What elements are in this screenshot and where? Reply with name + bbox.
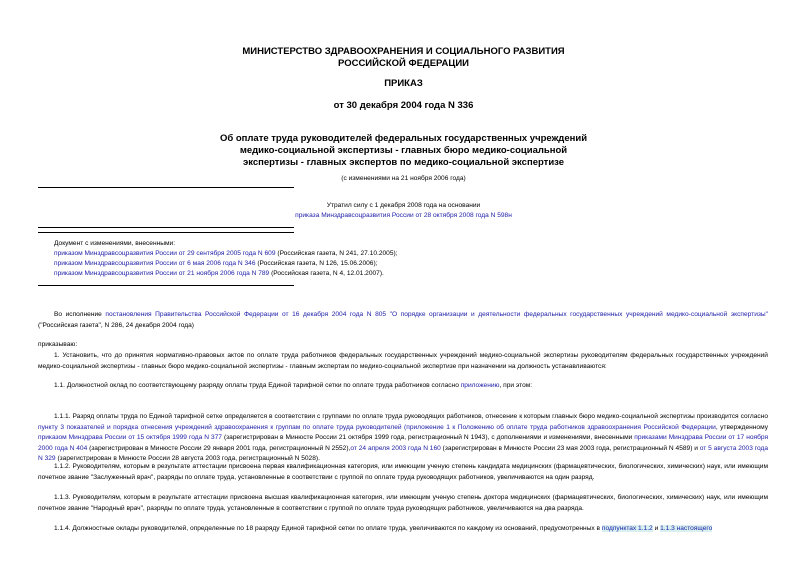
title-line-1: Об оплате труда руководителей федеральных государственных учреждений xyxy=(219,133,588,144)
preamble-paragraph: Во исполнение постановления Правительства Российской Федерации от 16 декабря 2004 года N 805 "О порядке организации и деятельности федеральных государственных учреждений медико-социальной экспертизы" ("Российская газета", N 286, 24 декабря 2004 года) xyxy=(38,311,769,329)
change-link-3[interactable]: приказом Минздравсоцразвития России от 21 ноября 2006 года N 789 xyxy=(54,270,270,277)
orders-link[interactable]: приказами Минздрава России от 17 ноября 2000 года N 404 xyxy=(38,434,769,452)
invalidation-link[interactable]: приказа Минздравсоцразвития России от 28 октября 2008 года N 598н xyxy=(295,212,512,219)
change-link-2[interactable]: приказом Минздравсоцразвития России от 6 мая 2006 года N 346 xyxy=(54,260,256,267)
changes-item xyxy=(54,259,378,270)
change-source-3: (Российская газета, N 4, 12.01.2007). xyxy=(271,270,384,277)
paragraph-1: 1. Установить, что до принятия нормативно-правовых актов по оплате труда работников федеральных государственных учреждений медико-социальной экспертизы руководителям федеральных государственных учреждений медико-социальной экспертизы - главных бюро медико-социальной экспертизы - главным экспертам по медико-социальной экспертизе при назначении на должность устанавливаются: xyxy=(38,352,768,370)
title-line-2: медико-социальной экспертизы - главных бюро медико-социальной xyxy=(239,145,568,156)
change-link-1[interactable]: приказом Минздравсоцразвития России от 29 сентября 2005 года N 609 xyxy=(54,250,276,257)
invalidation-note: Утратил силу с 1 декабря 2008 года на основании xyxy=(326,202,481,209)
change-source-2: (Российская газета, N 126, 15.06.2006); xyxy=(257,260,378,267)
divider xyxy=(38,285,294,286)
changes-heading: Документ с изменениями, внесенными: xyxy=(54,240,176,247)
ministry-heading xyxy=(0,46,807,70)
document-title xyxy=(0,133,807,169)
changes-item xyxy=(54,269,384,280)
document-type: ПРИКАЗ xyxy=(384,78,423,89)
paragraph-1-1-4: 1.1.4. Должностные оклады руководителей, определенные по 18 разряду Единой тарифной сетки по оплате труда, увеличиваются по каждому из оснований, предусмотренных в подпунктах 1.1.2 и 1.1.3 настоящего xyxy=(54,525,713,532)
ministry-line-2: РОССИЙСКОЙ ФЕДЕРАЦИИ xyxy=(337,58,469,69)
paragraph-1-1-3: 1.1.3. Руководителям, которым в результате аттестации присвоена высшая квалификационная категория, или имеющим ученую степень доктора медицинских (фармацевтических, биологических, химических) наук, или имеющим почетное звание "Народный врач", разряды по оплате труда, установленные в соответствии с группой по оплате труда руководящих работников, увеличиваются на два разряда. xyxy=(38,494,768,512)
amendments-note: (с изменениями на 21 ноября 2006 года) xyxy=(341,175,466,182)
ministry-line-1: МИНИСТЕРСТВО ЗДРАВООХРАНЕНИЯ И СОЦИАЛЬНОГО РАЗВИТИЯ xyxy=(242,46,565,57)
paragraph-1-1-2: 1.1.2. Руководителям, которым в результате аттестации присвоена первая квалификационная категория, или имеющим ученую степень кандидата медицинских (фармацевтических, биологических, химических) наук, или имеющим почетное звание "Заслуженный врач", разряды по оплате труда, установленные в соответствии с группой по оплате труда руководящих работников, увеличиваются на один разряд. xyxy=(38,463,768,481)
changes-item xyxy=(54,249,398,260)
date-link-2[interactable]: от 5 августа 2003 года N 329 xyxy=(38,444,768,463)
divider xyxy=(38,187,294,188)
title-line-3: экспертизы - главных экспертов по медико-социальной экспертизе xyxy=(242,157,565,168)
date-link-1[interactable]: от 24 апреля 2003 года N 160 xyxy=(350,444,441,452)
change-source-1: (Российская газета, N 241, 27.10.2005); xyxy=(277,250,398,257)
appendix-link[interactable]: приложению xyxy=(460,382,500,389)
divider xyxy=(38,232,294,233)
order-link[interactable]: приказом Минздрава России от 15 октября 1999 года N 377 xyxy=(38,434,222,442)
divider xyxy=(38,227,294,228)
subclause-link[interactable]: подпунктах 1.1.2 xyxy=(601,525,653,532)
order-word: приказываю: xyxy=(38,341,78,348)
subclause-link[interactable]: 1.1.3 настоящего xyxy=(660,525,713,532)
document-date: от 30 декабря 2004 года N 336 xyxy=(333,100,474,111)
preamble-link[interactable]: постановления Правительства Российской Федерации от 16 декабря 2004 года N 805 "О порядке организации и деятельности федеральных государственных учреждений медико-социальной экспертизы" xyxy=(105,311,769,318)
clause-link[interactable]: пункту 3 показателей и порядка отнесения учреждений здравоохранения к группам по оплате труда руководителей (приложение 1 к Положению об оплате труда работников здравоохранения Российской Федерации xyxy=(38,423,716,431)
paragraph-1-1: 1.1. Должностной оклад по соответствующему разряду оплаты труда Единой тарифной сетки по оплате труда работников согласно приложению, при этом: xyxy=(54,382,533,389)
paragraph-1-1-1: 1.1.1. Разряд оплаты труда по Единой тарифной сетке определяется в соответствии с группами по оплате труда руководящих работников, отнесение к которым главных бюро медико-социальной экспертизы производится согласно пункту 3 показателей и порядка отнесения учреждений здравоохранения к группам по оплате труда руководителей (приложение 1 к Положению об оплате труда работников здравоохранения Российской Федерации, утвержденному приказом Минздрава России от 15 октября 1999 года N 377 (зарегистрирован в Минюсте России 21 октября 1999 года, регистрационный N 1943), с дополнениями и изменениями, внесенными приказами Минздрава России от 17 ноября 2000 года N 404 (зарегистрирован в Минюсте России 29 января 2001 года, регистрационный N 2552),от 24 апреля 2003 года N 160 (зарегистрирован в Минюсте России 23 мая 2003 года, регистрационный N 4589) и от 5 августа 2003 года N 329 (зарегистрирован в Минюсте России 28 августа 2003 года, регистрационный N 5028). xyxy=(38,413,769,463)
